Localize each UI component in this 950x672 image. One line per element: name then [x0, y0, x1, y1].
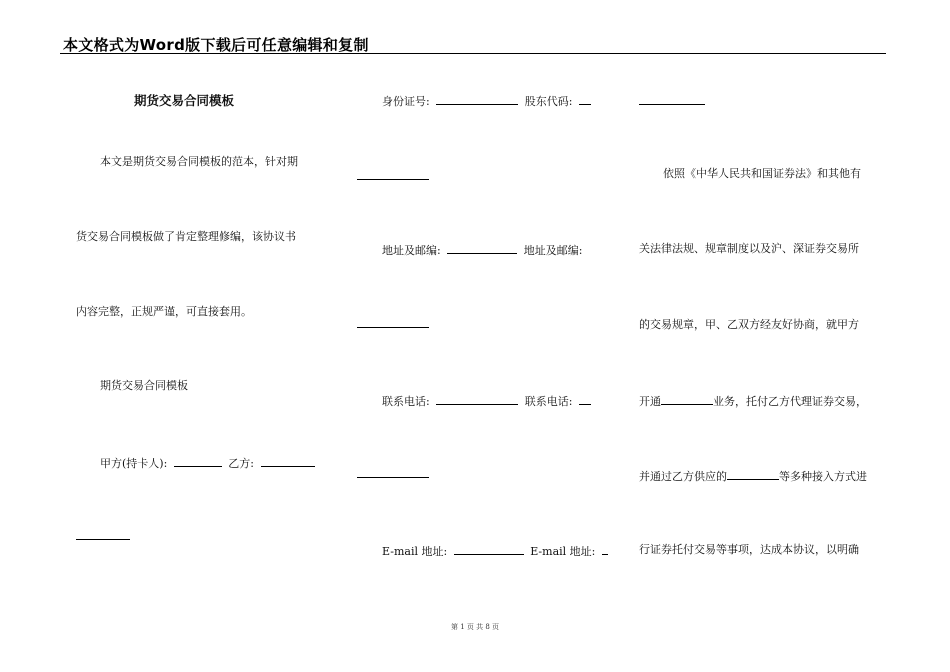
- email-blank: [454, 543, 524, 555]
- phone-label-2: 联系电话:: [524, 395, 573, 408]
- header-divider: [60, 53, 886, 54]
- phone-blank-2: [579, 393, 591, 405]
- body-line-2: 关法律法规、规章制度以及沪、深证券交易所: [639, 242, 859, 255]
- party-b-blank: [261, 455, 315, 467]
- body-line-1: 依照《中华人民共和国证券法》和其他有: [663, 167, 861, 180]
- party-a-label: 甲方(持卡人):: [100, 457, 168, 470]
- id-continuation-blank: [357, 179, 429, 180]
- address-line: [382, 242, 582, 258]
- page-number: 第 1 页 共 8 页: [450, 623, 500, 631]
- body-line-4-start: 开通: [639, 395, 661, 408]
- intro-line-2: 货交易合同模板做了肯定整理修编，该协议书: [76, 230, 296, 243]
- body-line-5: [639, 468, 867, 484]
- business-blank: [661, 393, 713, 405]
- access-method-blank: [727, 468, 779, 480]
- contract-subtitle: 期货交易合同模板: [100, 379, 188, 392]
- address-blank: [447, 242, 517, 254]
- contract-title: 期货交易合同模板: [134, 93, 235, 108]
- party-line: [100, 455, 318, 471]
- id-label: 身份证号:: [382, 95, 430, 108]
- shareholder-code-blank: [579, 93, 591, 105]
- phone-continuation-blank: [357, 477, 429, 478]
- party-a-blank: [174, 455, 222, 467]
- email-blank-2: [602, 543, 608, 555]
- email-line: [382, 543, 611, 559]
- intro-line-3: 内容完整，正规严谨，可直接套用。: [76, 305, 252, 318]
- phone-label: 联系电话:: [382, 395, 430, 408]
- shareholder-code-label: 股东代码:: [524, 95, 573, 108]
- address-label-2: 地址及邮编:: [523, 244, 583, 257]
- address-continuation-blank: [357, 327, 429, 328]
- party-continuation-blank: [76, 539, 130, 540]
- body-line-6: 行证券托付交易等事项，达成本协议，以明确: [639, 543, 859, 556]
- body-line-5-start: 并通过乙方供应的: [639, 470, 727, 483]
- phone-line: [382, 393, 594, 409]
- address-label: 地址及邮编:: [382, 244, 441, 257]
- email-label-2: E-mail 地址:: [530, 545, 596, 558]
- body-line-5-end: 等多种接入方式进: [779, 470, 867, 483]
- id-line: [382, 93, 594, 109]
- party-b-label: 乙方:: [228, 457, 255, 470]
- intro-line-1: 本文是期货交易合同模板的范本，针对期: [100, 155, 298, 168]
- phone-blank: [436, 393, 518, 405]
- email-label: E-mail 地址:: [382, 545, 448, 558]
- body-line-4: [639, 393, 867, 409]
- id-blank: [436, 93, 518, 105]
- top-continuation-blank: [639, 104, 705, 105]
- body-line-4-end: 业务，托付乙方代理证券交易，: [713, 395, 867, 408]
- body-line-3: 的交易规章，甲、乙双方经友好协商，就甲方: [639, 318, 859, 331]
- document-header: 本文格式为Word版下载后可任意编辑和复制: [63, 36, 369, 54]
